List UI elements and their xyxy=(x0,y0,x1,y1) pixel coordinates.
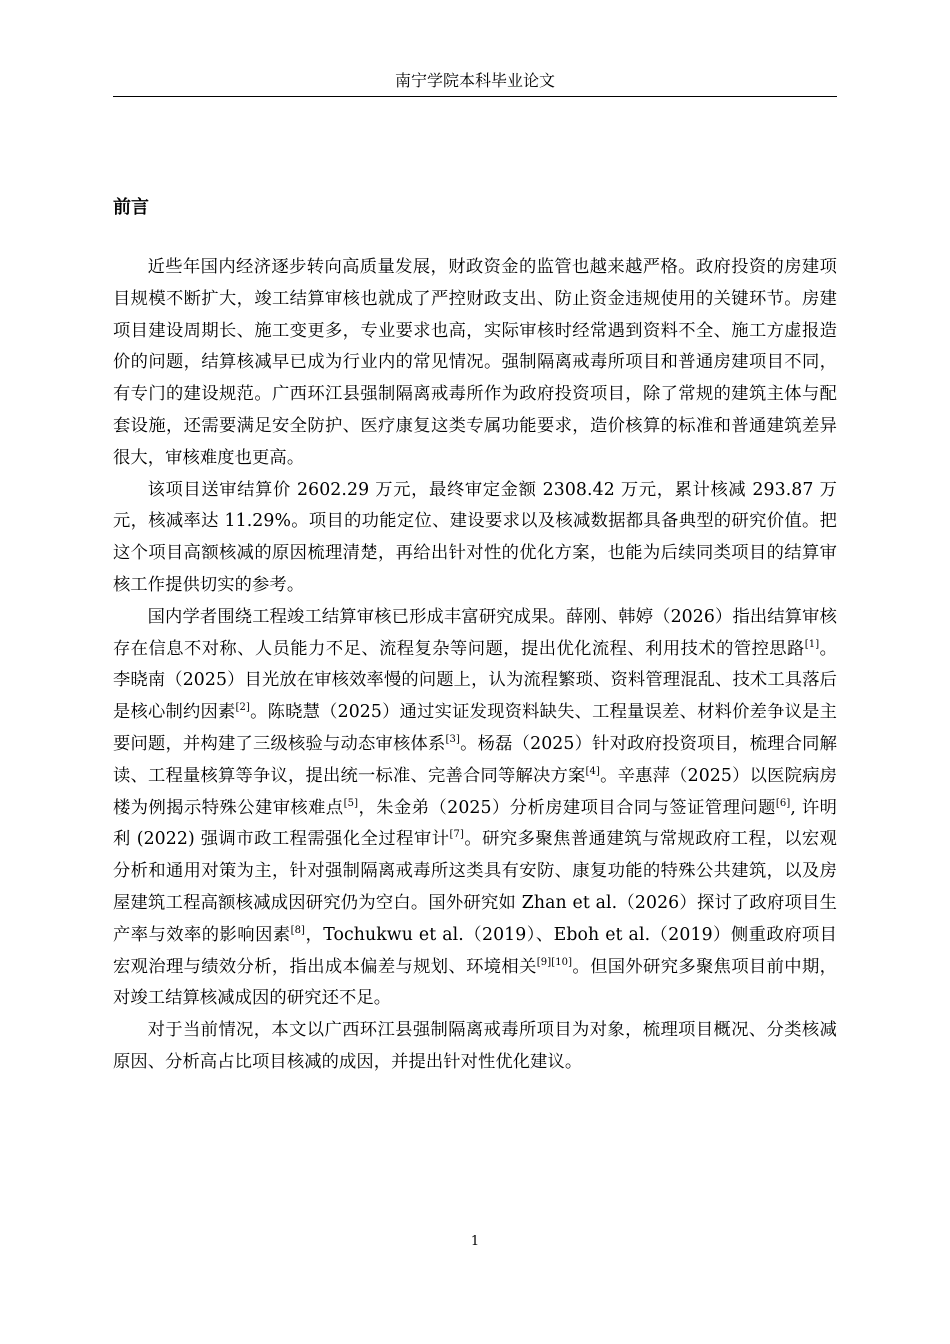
paragraph-2: 该项目送审结算价 2602.29 万元，最终审定金额 2308.42 万元，累计核减 293.87 万元，核减率达 11.29%。项目的功能定位、建设要求以及核减数据都具备典型的研究价值。把这个项目高额核减的原因梳理清楚，再给出针对性的优化方案，也能为后续同类项目的结算审核工作提供切实的参考。 xyxy=(113,479,837,595)
citation-ref-5[interactable]: [5] xyxy=(343,797,359,809)
citation-ref-7[interactable]: [7] xyxy=(449,829,464,841)
text-segment: 。辛惠萍（2025）以医院病房楼为例揭示特殊公建审核难点 xyxy=(113,765,838,818)
citation-ref-6[interactable]: [6] xyxy=(775,797,791,809)
citation-ref-1[interactable]: [1] xyxy=(804,638,820,650)
citation-ref-10[interactable]: [10] xyxy=(551,956,573,968)
body-text xyxy=(113,252,837,1079)
citation-ref-2[interactable]: [2] xyxy=(235,702,250,714)
citation-ref-4[interactable]: [4] xyxy=(585,765,600,777)
text-segment: ，Tochukwu et al.（2019）、Eboh et al.（2019）侧重政府项目宏观治理与绩效分析，指出成本偏差与规划、环境相关 xyxy=(113,924,837,977)
citation-ref-3[interactable]: [3] xyxy=(445,734,460,746)
citation-ref-8[interactable]: [8] xyxy=(290,924,306,936)
text-segment: 。李晓南（2025）目光放在审核效率慢的问题上，认为流程繁琐、资料管理混乱、技术工具落后是核心制约因素 xyxy=(113,638,837,723)
text-segment: 。研究多聚焦普通建筑与常规政府工程，以宏观分析和通用对策为主，针对强制隔离戒毒所这类具有安防、康复功能的特殊公共建筑，以及房屋建筑工程高额核减成因研究仍为空白。国外研究如 Zhan et al.（2026）探讨了政府项目生产率与效率的影响因素 xyxy=(113,829,837,945)
running-header: 南宁学院本科毕业论文 xyxy=(394,71,555,90)
text-segment: 。杨磊（2025）针对政府投资项目，梳理合同解读、工程量核算等争议，提出统一标准、完善合同等解决方案 xyxy=(113,733,837,786)
text-segment: 国内学者围绕工程竣工结算审核已形成丰富研究成果。薛刚、韩婷（2026）指出结算审核存在信息不对称、人员能力不足、流程复杂等问题，提出优化流程、利用技术的管控思路 xyxy=(113,606,837,659)
text-segment: ，朱金弟（2025）分析房建项目合同与签证管理问题 xyxy=(358,797,776,818)
paragraph-1: 近些年国内经济逐步转向高质量发展，财政资金的监管也越来越严格。政府投资的房建项目规模不断扩大，竣工结算审核也就成了严控财政支出、防止资金违规使用的关键环节。房建项目建设周期长、施工变更多，专业要求也高，实际审核时经常遇到资料不全、施工方虚报造价的问题，结算核减早已成为行业内的常见情况。强制隔离戒毒所项目和普通房建项目不同，有专门的建设规范。广西环江县强制隔离戒毒所作为政府投资项目，除了常规的建筑主体与配套设施，还需要满足安全防护、医疗康复这类专属功能要求，造价核算的标准和普通建筑差异很大，审核难度也更高。 xyxy=(113,257,837,468)
paragraph-4: 对于当前情况，本文以广西环江县强制隔离戒毒所项目为对象，梳理项目概况、分类核减原因、分析高占比项目核减的成因，并提出针对性优化建议。 xyxy=(113,1020,837,1072)
section-title: 前言 xyxy=(113,197,149,218)
paragraph-3 xyxy=(113,602,837,1015)
header-rule xyxy=(113,96,837,97)
citation-ref-9[interactable]: [9] xyxy=(536,956,552,968)
page-number: 1 xyxy=(470,1234,480,1249)
text-segment: , 许明利 (2022) 强调市政工程需强化全过程审计 xyxy=(113,797,838,850)
text-segment: 。但国外研究多聚焦项目前中期，对竣工结算核减成因的研究还不足。 xyxy=(113,956,837,1009)
text-segment: 。陈晓慧（2025）通过实证发现资料缺失、工程量误差、材料价差争议是主要问题，并构建了三级核验与动态审核体系 xyxy=(113,702,838,754)
